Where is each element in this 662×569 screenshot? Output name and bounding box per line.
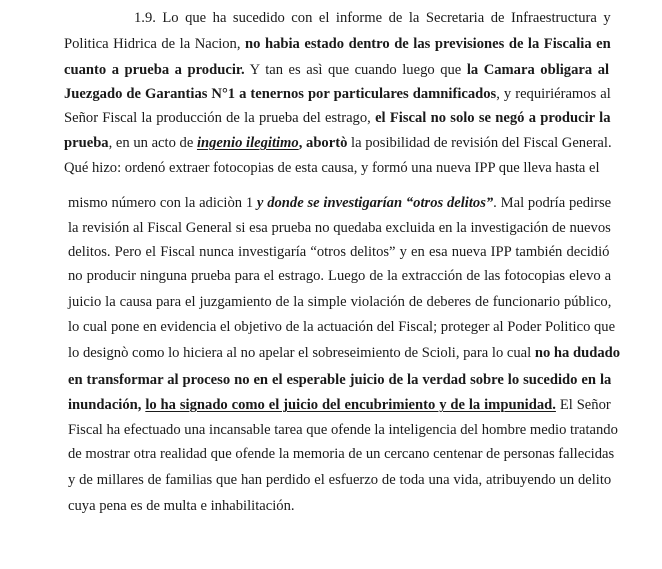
text-run: . Mal podría pedirse xyxy=(493,195,612,211)
text-line xyxy=(68,496,295,516)
text-line xyxy=(64,108,611,128)
text-line xyxy=(68,218,611,238)
text-line xyxy=(64,158,600,178)
text-run: Y tan es asì que cuando luego que xyxy=(244,62,467,78)
text-run: Politica Hidrica de la Nacion, xyxy=(64,36,246,52)
text-run: Qué hizo: ordenó extraer fotocopias de esta causa, y formó una nueva IPP que lleva hasta el xyxy=(64,160,600,176)
text-run: , y requiriéramos al xyxy=(496,86,611,102)
text-line xyxy=(68,292,611,312)
text-run: Señor Fiscal la producción de la prueba del estrago, xyxy=(64,110,376,126)
text-line xyxy=(68,420,618,440)
text-run: en transformar al proceso no en el esperable juicio de la verdad sobre lo sucedido en la xyxy=(68,372,612,388)
text-line xyxy=(134,8,611,28)
text-line xyxy=(64,60,609,80)
text-run: no ha dudado xyxy=(534,345,621,361)
text-run: abortò xyxy=(306,135,348,151)
text-run: , en un acto de xyxy=(108,135,197,151)
text-run: delitos. Pero el Fiscal nunca investigaría “otros delitos” y en esa nueva IPP también decidió xyxy=(68,244,610,260)
text-run: la revisión al Fiscal General si esa prueba no quedaba excluida en la investigación de nuevos xyxy=(68,220,611,236)
text-run: Juezgado de Garantias N°1 a tenernos por particulares damnificados xyxy=(64,86,497,102)
text-run: de mostrar otra realidad que ofende la memoria de un cercano centenar de personas fallecidas xyxy=(68,446,615,462)
text-run: , xyxy=(298,135,307,151)
text-line xyxy=(68,242,609,262)
text-line xyxy=(64,84,611,104)
text-line xyxy=(68,343,620,363)
text-run: cuya pena es de multa e inhabilitación. xyxy=(68,498,295,514)
text-run: y de millares de familias que han perdido el esfuerzo de toda una vida, atribuyendo un delito xyxy=(68,472,612,488)
text-run: la posibilidad de revisión del Fiscal General. xyxy=(347,135,612,151)
text-line xyxy=(64,34,611,54)
text-run: lo designò como lo hiciera al no apelar el sobreseimiento de Scioli, para lo cual xyxy=(68,345,535,361)
text-run: ingenio ilegitimo xyxy=(196,135,299,151)
text-run: no habia estado dentro de las previsiones de la Fiscalia en xyxy=(245,36,611,52)
text-line xyxy=(68,266,611,286)
text-line xyxy=(68,444,614,464)
text-run: no producir ninguna prueba para el estrago. Luego de la extracción de las fotocopias elevo a xyxy=(68,268,612,284)
text-line xyxy=(68,370,611,390)
text-line xyxy=(68,470,611,490)
text-run: el Fiscal no solo se negó a producir la xyxy=(375,110,611,126)
text-run: 1.9. Lo que ha sucedido con el informe de la Secretaria de Infraestructura y xyxy=(134,10,611,26)
text-run: lo cual pone en evidencia el objetivo de la actuación del Fiscal; proteger al Poder Politico que xyxy=(68,319,616,335)
text-run: El Señor xyxy=(555,397,611,413)
text-run: y donde se investigarían “otros delitos” xyxy=(256,195,494,211)
text-line xyxy=(64,133,612,153)
text-run: cuanto a prueba a producir. xyxy=(64,62,245,78)
text-run: juicio la causa para el juzgamiento de la simple violación de deberes de funcionario público, xyxy=(68,294,612,310)
text-line xyxy=(68,395,611,415)
text-run: inundación, xyxy=(68,397,146,413)
text-line xyxy=(68,193,611,213)
text-run: Fiscal ha efectuado una incansable tarea que ofende la inteligencia del hombre medio tratando xyxy=(68,422,618,438)
text-run: prueba xyxy=(64,135,109,151)
text-run: la Camara obligara al xyxy=(466,62,610,78)
text-run: mismo número con la adiciòn 1 xyxy=(68,195,257,211)
text-line xyxy=(68,317,615,337)
text-run: lo ha signado como el juicio del encubrimiento y de la impunidad. xyxy=(145,397,556,413)
